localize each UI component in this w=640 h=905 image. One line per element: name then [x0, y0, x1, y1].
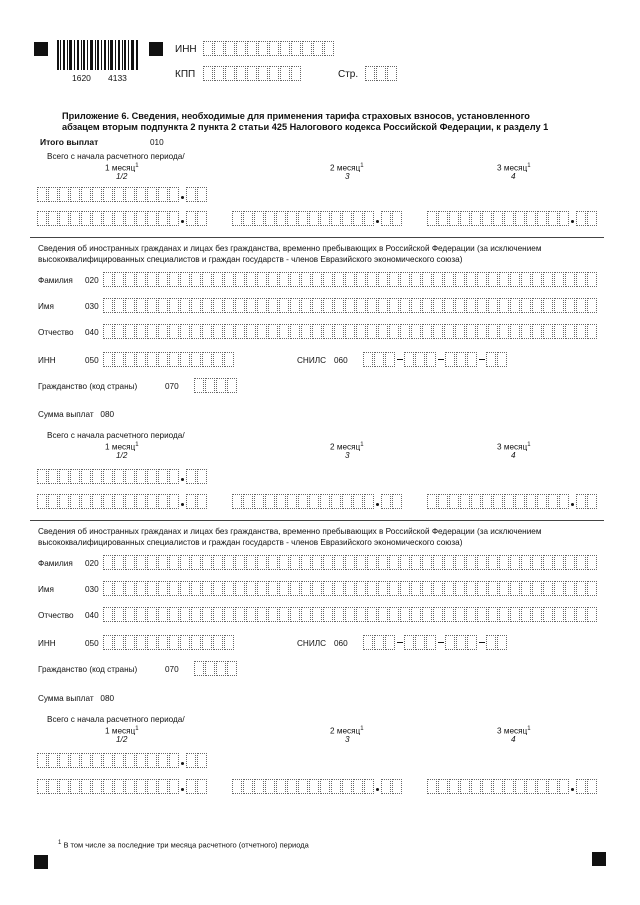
barcode-number-right: 4133 [108, 73, 127, 83]
person1-surname-label: Фамилия [38, 276, 73, 285]
person1-name-code: 030 [85, 302, 99, 311]
person2-month1-label: 1 месяц$^1$ [105, 726, 139, 736]
totals-code-month3: 4 [511, 172, 516, 181]
corner-marker-top-left [34, 42, 48, 56]
person1-snils-code: 060 [334, 356, 348, 365]
person2-code-month2: 3 [345, 735, 350, 744]
person2-code-month1: 1/2 [116, 735, 128, 744]
person2-description-line2: высококвалифицированных специалистов и граждан государств - членов Евразийского экономического союза) [38, 538, 463, 547]
totals-month1-label: 1 месяц$^1$ [105, 163, 139, 173]
person1-payments-label: Сумма выплат 080 [38, 410, 115, 419]
person1-code-month3: 4 [511, 451, 516, 460]
person2-citizenship-code: 070 [165, 665, 179, 674]
person2-citizenship-field[interactable] [194, 661, 238, 676]
person2-inn-field[interactable] [103, 635, 235, 650]
totals-month3-amount-field[interactable] [427, 211, 598, 226]
separator-line-2 [30, 520, 604, 521]
person1-period-amount-field[interactable] [37, 469, 208, 484]
person2-name-label: Имя [38, 585, 54, 594]
totals-code: 010 [150, 138, 164, 147]
person2-inn-label: ИНН [38, 639, 56, 648]
person2-month2-label: 2 месяц$^1$ [330, 726, 364, 736]
person1-code-month1: 1/2 [116, 451, 128, 460]
person1-snils-label: СНИЛС [297, 356, 326, 365]
person1-citizenship-label: Гражданство (код страны) [38, 382, 138, 391]
barcode-number-left: 1620 [72, 73, 91, 83]
person2-payments-label: Сумма выплат 080 [38, 694, 115, 703]
person1-month2-amount-field[interactable] [232, 494, 403, 509]
person1-patronymic-field[interactable] [103, 324, 598, 339]
totals-code-month2: 3 [345, 172, 350, 181]
person2-surname-code: 020 [85, 559, 99, 568]
person1-name-field[interactable] [103, 298, 598, 313]
barcode [57, 40, 139, 72]
totals-code-month1: 1/2 [116, 172, 128, 181]
header-inn-field[interactable] [203, 41, 335, 56]
person1-surname-field[interactable] [103, 272, 598, 287]
separator-line-1 [30, 237, 604, 238]
page-title-line2: абзацем вторым подпункта 2 пункта 2 статьи 425 Налогового кодекса Российской Федерации, к разделу 1 [62, 122, 549, 132]
person1-surname-code: 020 [85, 276, 99, 285]
person2-period-amount-field[interactable] [37, 753, 208, 768]
person2-citizenship-label: Гражданство (код страны) [38, 665, 138, 674]
totals-period-amount-field[interactable] [37, 187, 208, 202]
person2-patronymic-code: 040 [85, 611, 99, 620]
person1-month2-label: 2 месяц$^1$ [330, 442, 364, 452]
person1-inn-code: 050 [85, 356, 99, 365]
page-number-field[interactable] [365, 66, 398, 81]
totals-month1-amount-field[interactable] [37, 211, 208, 226]
person2-month2-amount-field[interactable] [232, 779, 403, 794]
person1-description-line1: Сведения об иностранных гражданах и лицах без гражданства, временно пребывающих в Российской Федерации (за исключением [38, 244, 542, 253]
person2-snils-code: 060 [334, 639, 348, 648]
totals-label: Итого выплат [40, 137, 99, 147]
page-label: Стр. [338, 69, 359, 80]
person1-description-line2: высококвалифицированных специалистов и граждан государств - членов Евразийского экономического союза) [38, 255, 463, 264]
person1-citizenship-field[interactable] [194, 378, 238, 393]
barcode-bars [57, 40, 139, 72]
person2-code-month3: 4 [511, 735, 516, 744]
corner-marker-bottom-left [34, 855, 48, 869]
person2-month3-amount-field[interactable] [427, 779, 598, 794]
totals-period-label: Всего с начала расчетного периода/ [47, 152, 185, 161]
person2-description-line1: Сведения об иностранных гражданах и лицах без гражданства, временно пребывающих в Российской Федерации (за исключением [38, 527, 542, 536]
person2-patronymic-label: Отчество [38, 611, 74, 620]
person1-patronymic-code: 040 [85, 328, 99, 337]
totals-month3-label: 3 месяц$^1$ [497, 163, 531, 173]
person2-surname-label: Фамилия [38, 559, 73, 568]
person1-patronymic-label: Отчество [38, 328, 74, 337]
inn-label: ИНН [175, 44, 197, 55]
person1-name-label: Имя [38, 302, 54, 311]
person1-citizenship-code: 070 [165, 382, 179, 391]
person2-inn-code: 050 [85, 639, 99, 648]
page-title-line1: Приложение 6. Сведения, необходимые для применения тарифа страховых взносов, установленного [62, 111, 530, 121]
person1-snils-field[interactable] [363, 352, 508, 367]
person2-name-code: 030 [85, 585, 99, 594]
corner-marker-bottom-right [592, 852, 606, 866]
person2-snils-field[interactable] [363, 635, 508, 650]
person1-inn-field[interactable] [103, 352, 235, 367]
corner-marker-top-mid [149, 42, 163, 56]
kpp-label: КПП [175, 69, 196, 80]
person2-period-label: Всего с начала расчетного периода/ [47, 715, 185, 724]
person1-code-month2: 3 [345, 451, 350, 460]
person2-month1-amount-field[interactable] [37, 779, 208, 794]
person1-month1-label: 1 месяц$^1$ [105, 442, 139, 452]
person1-month3-amount-field[interactable] [427, 494, 598, 509]
person1-inn-label: ИНН [38, 356, 56, 365]
totals-month2-label: 2 месяц$^1$ [330, 163, 364, 173]
header-kpp-field[interactable] [203, 66, 302, 81]
person1-period-label: Всего с начала расчетного периода/ [47, 431, 185, 440]
footnote: $^1$ В том числе за последние три месяца расчетного (отчетного) периода [58, 840, 309, 850]
person2-name-field[interactable] [103, 581, 598, 596]
person2-month3-label: 3 месяц$^1$ [497, 726, 531, 736]
person2-snils-label: СНИЛС [297, 639, 326, 648]
person2-surname-field[interactable] [103, 555, 598, 570]
person2-patronymic-field[interactable] [103, 607, 598, 622]
person1-month3-label: 3 месяц$^1$ [497, 442, 531, 452]
totals-month2-amount-field[interactable] [232, 211, 403, 226]
person1-month1-amount-field[interactable] [37, 494, 208, 509]
